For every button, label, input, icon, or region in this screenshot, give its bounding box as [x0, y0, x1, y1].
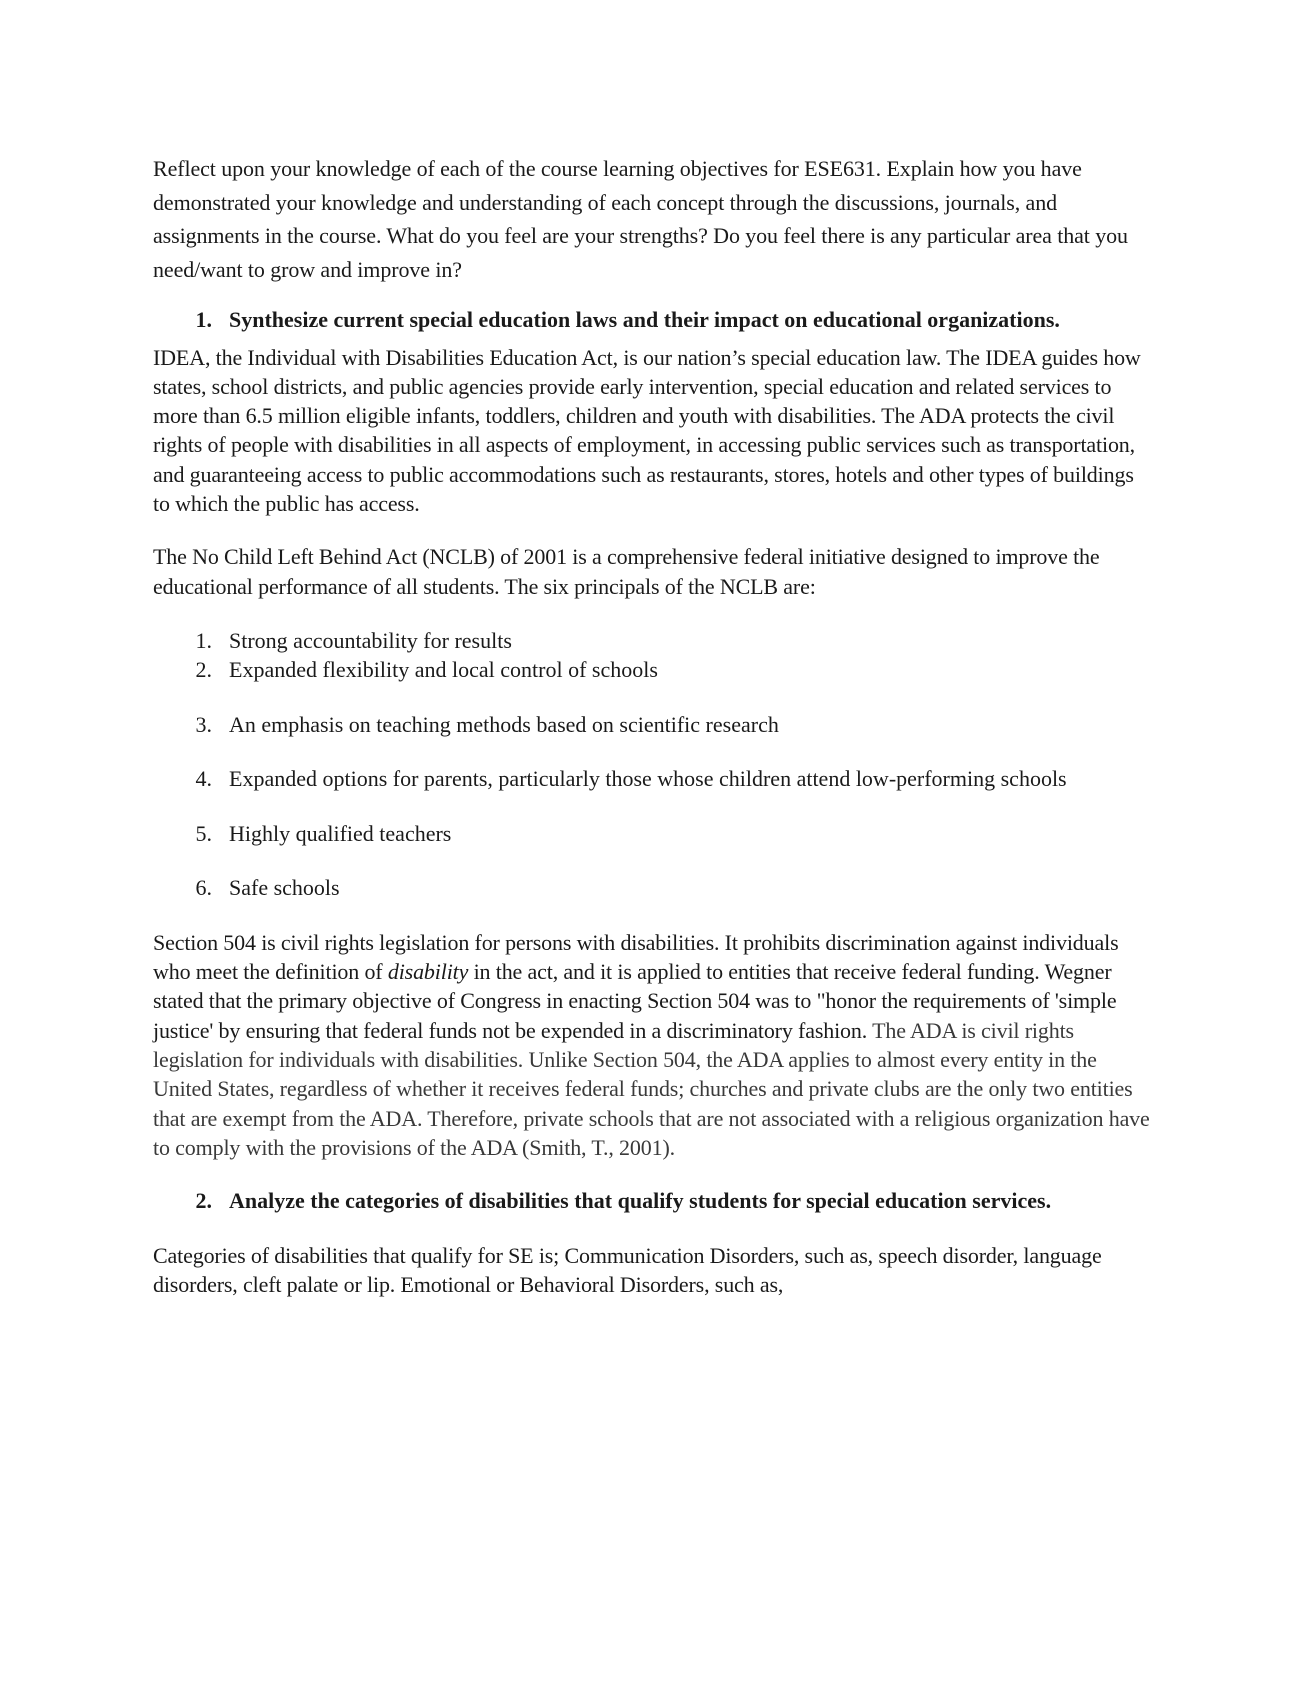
- document-content: [153, 152, 1153, 1299]
- objective-1-heading: [153, 305, 1153, 335]
- objective-1-number: 1.: [195, 307, 212, 332]
- objective-1-title: Synthesize current special education laws and their impact on educational organizations.: [229, 307, 1060, 332]
- list-item: 5. Highly qualified teachers: [195, 820, 452, 846]
- categories-paragraph: Categories of disabilities that qualify for SE is; Communication Disorders, such as, speech disorder, language disorders, cleft palate or lip. Emotional or Behavioral Disorders, such as,: [153, 1242, 1102, 1298]
- disability-term: disability: [387, 959, 469, 985]
- objective-2-title: Analyze the categories of disabilities that qualify students for special education services.: [229, 1188, 1052, 1214]
- nclb-principles-list: [153, 626, 1153, 903]
- objective-2-heading: [153, 1186, 1153, 1216]
- idea-paragraph: IDEA, the Individual with Disabilities Education Act, is our nation’s special education law. The IDEA guides how states, school districts, and public agencies provide early intervention, special education and related services to more than 6.5 million eligible infants, toddlers, children and youth with disabilities. The ADA protects the civil rights of people with disabilities in all aspects of employment, in accessing public services such as transportation, and guaranteeing access to public accommodations such as restaurants, stores, hotels and other types of buildings to which the public has access.: [153, 344, 1141, 516]
- list-item: 4. Expanded options for parents, particularly those whose children attend low-performing schools: [195, 766, 1067, 792]
- objective-2-number: 2.: [195, 1188, 212, 1214]
- list-item: 1. Strong accountability for results: [195, 627, 512, 653]
- list-item: 6. Safe schools: [195, 875, 340, 901]
- list-item: 2. Expanded flexibility and local control of schools: [195, 657, 658, 683]
- section-504-paragraph: Section 504 is civil rights legislation for persons with disabilities. It prohibits discrimination against individuals who meet the definition of disability in the act, and it is applied to entities that receive federal funding. Wegner stated that the primary objective of Congress in enacting Section 504 was to "honor the requirements of 'simple justice' by ensuring that federal funds not be expended in a discriminatory fashion. The ADA is civil rights legislation for individuals with disabilities. Unlike Section 504, the ADA applies to almost every entity in the United States, regardless of whether it receives federal funds; churches and private clubs are the only two entities that are exempt from the ADA. Therefore, private schools that are not associated with a religious organization have to comply with the provisions of the ADA (Smith, T., 2001).: [153, 929, 1150, 1160]
- nclb-paragraph: The No Child Left Behind Act (NCLB) of 2001 is a comprehensive federal initiative designed to improve the educational performance of all students. The six principals of the NCLB are:: [153, 544, 1100, 599]
- list-item: 3. An emphasis on teaching methods based on scientific research: [195, 711, 779, 737]
- intro-paragraph: Reflect upon your knowledge of each of the course learning objectives for ESE631. Explain how you have demonstrated your knowledge and understanding of each concept through the discussions, journals, and assignments in the course. What do you feel are your strengths? Do you feel there is any particular area that you need/want to grow and improve in?: [153, 156, 1128, 282]
